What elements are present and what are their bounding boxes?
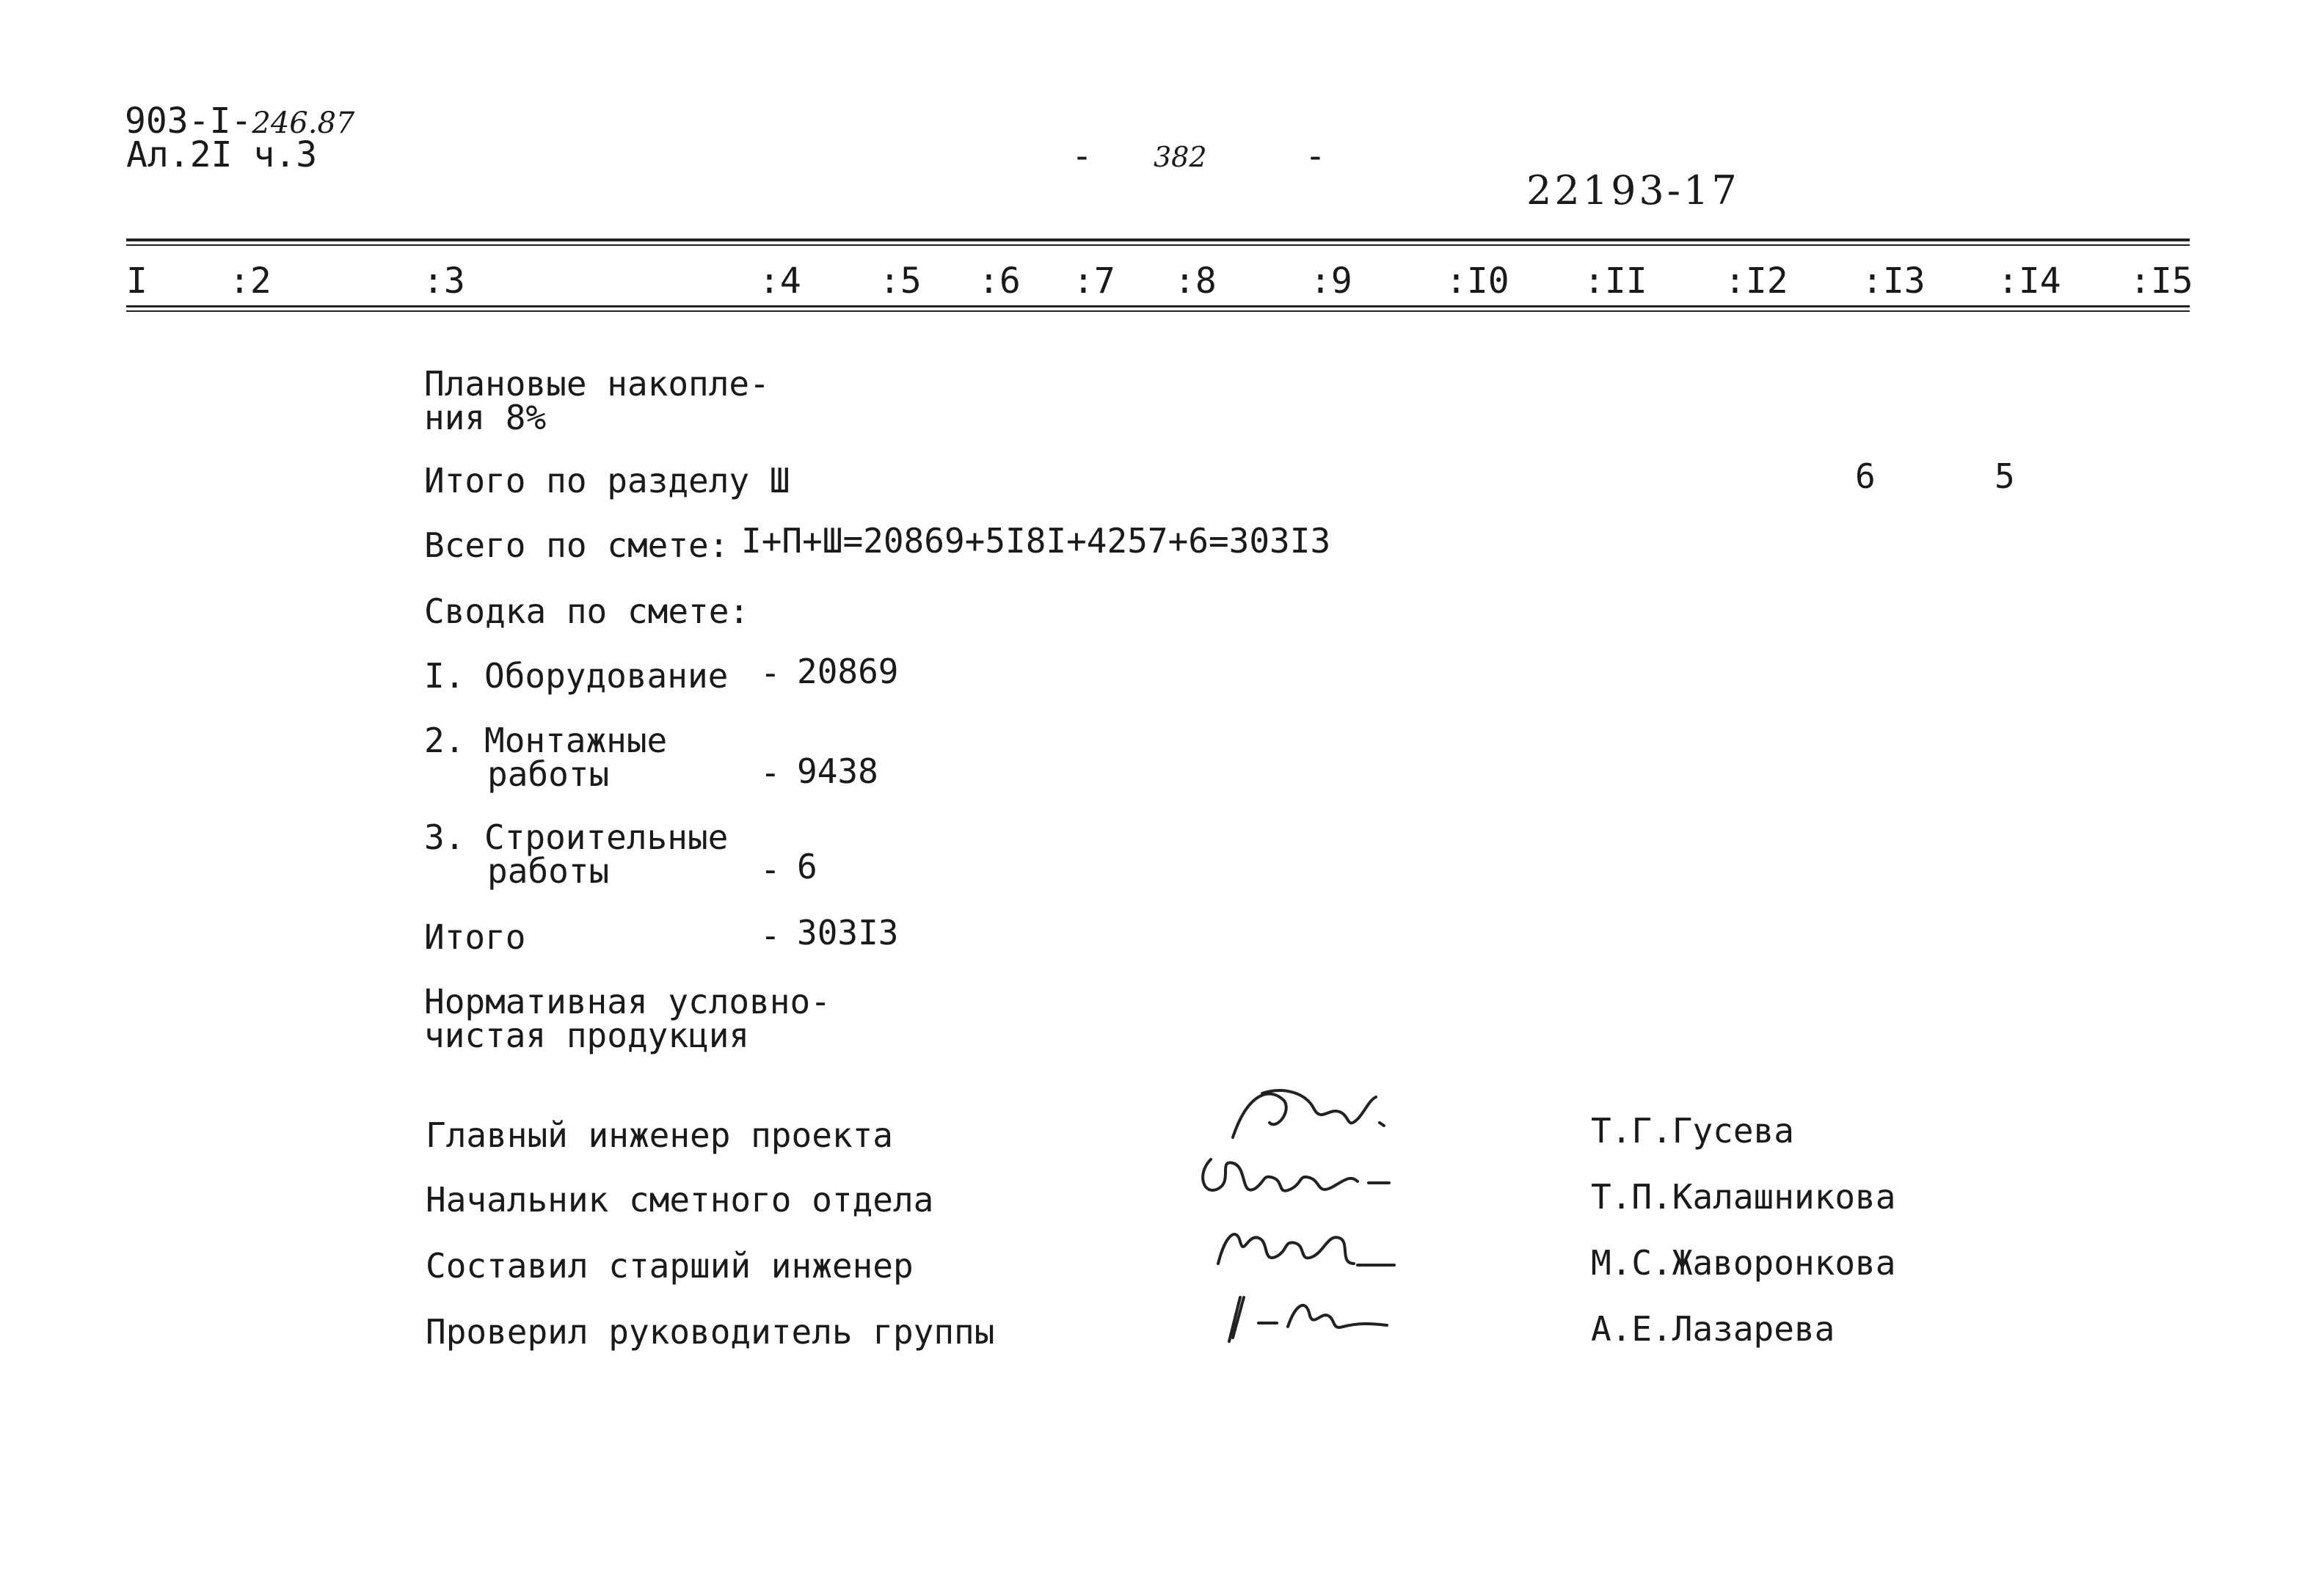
summary-item-2-dash: -	[760, 753, 781, 792]
summary-item-3-dash: -	[760, 850, 781, 889]
handwritten-signature-4	[1211, 1283, 1402, 1349]
normative-line1: Нормативная условно-	[424, 982, 831, 1021]
signature-name-3: М.С.Жаворонкова	[1591, 1243, 1896, 1283]
section-total-label: Итого по разделу Ш	[424, 461, 790, 500]
column-header-6: :6	[978, 260, 1021, 302]
summary-item-1-dash: -	[760, 653, 781, 693]
total-label: Итого	[424, 917, 526, 957]
handwritten-signature-2	[1189, 1145, 1394, 1218]
summary-item-3-label-line2: работы	[487, 851, 610, 891]
album-label: Ал.2I ч.3	[126, 134, 318, 175]
planned-savings-line2: ния 8%	[424, 398, 547, 437]
summary-item-1-label: Оборудование	[484, 656, 729, 696]
section-total-col13: 6	[1855, 456, 1876, 496]
signature-role-1: Главный инженер проекта	[426, 1115, 893, 1155]
section-total-col14: 5	[1995, 456, 2015, 496]
column-header-12: :I2	[1724, 260, 1788, 302]
estimate-total-label: Всего по смете:	[424, 525, 729, 565]
summary-item-3-value: 6	[797, 847, 817, 886]
total-dash: -	[760, 916, 781, 955]
column-header-10: :I0	[1446, 260, 1509, 302]
column-header-5: :5	[879, 260, 922, 302]
document-code-handwritten: 246.87	[252, 106, 355, 140]
document-code-printed: 903-I-	[125, 101, 252, 142]
signature-name-1: Т.Г.Гусева	[1591, 1111, 1794, 1151]
column-header-13: :I3	[1862, 260, 1926, 302]
summary-title: Сводка по смете:	[424, 591, 750, 631]
handwritten-signature-3	[1203, 1212, 1409, 1286]
column-header-8: :8	[1174, 260, 1217, 302]
column-header-15: :I5	[2130, 260, 2193, 302]
page-dash-right: -	[1305, 136, 1326, 177]
signature-role-4: Проверил руководитель группы	[426, 1312, 995, 1352]
summary-item-2-number: 2.	[424, 721, 465, 760]
planned-savings-line1: Плановые накопле-	[424, 364, 770, 404]
column-header-2: :2	[229, 260, 272, 302]
column-header-11: :II	[1584, 260, 1647, 302]
signature-name-2: Т.П.Калашникова	[1591, 1177, 1896, 1217]
signature-name-4: А.Е.Лазарева	[1591, 1309, 1835, 1349]
summary-item-1-value: 20869	[797, 652, 899, 691]
column-header-4: :4	[759, 260, 801, 302]
table-header-bottom-rule	[126, 305, 2190, 307]
summary-item-1-number: I.	[424, 656, 465, 696]
total-value: 303I3	[797, 913, 899, 952]
column-header-9: :9	[1310, 260, 1352, 302]
table-top-rule-thin	[126, 244, 2190, 246]
page-number: 382	[1154, 141, 1207, 173]
summary-item-3-number: 3.	[424, 817, 465, 857]
column-header-7: :7	[1073, 260, 1115, 302]
page-dash-left: -	[1071, 136, 1093, 177]
summary-item-2-value: 9438	[797, 751, 878, 791]
column-header-1: I	[126, 260, 147, 302]
summary-item-2-label-line2: работы	[487, 754, 610, 794]
signature-role-3: Составил старший инженер	[426, 1246, 914, 1286]
column-header-3: :3	[423, 260, 465, 302]
handwritten-signature-1	[1218, 1079, 1402, 1152]
table-top-rule	[126, 238, 2190, 241]
sheet-number: 22193-17	[1526, 167, 1740, 214]
table-header-bottom-rule-thin	[126, 310, 2190, 312]
signature-role-2: Начальник сметного отдела	[426, 1180, 934, 1220]
summary-item-2-label-line1: Монтажные	[484, 721, 668, 760]
normative-line2: чистая продукция	[424, 1016, 750, 1055]
summary-item-3-label-line1: Строительные	[484, 817, 729, 857]
column-header-14: :I4	[1997, 260, 2061, 302]
estimate-total-formula: I+П+Ш=20869+5I8I+4257+6=303I3	[741, 521, 1331, 561]
